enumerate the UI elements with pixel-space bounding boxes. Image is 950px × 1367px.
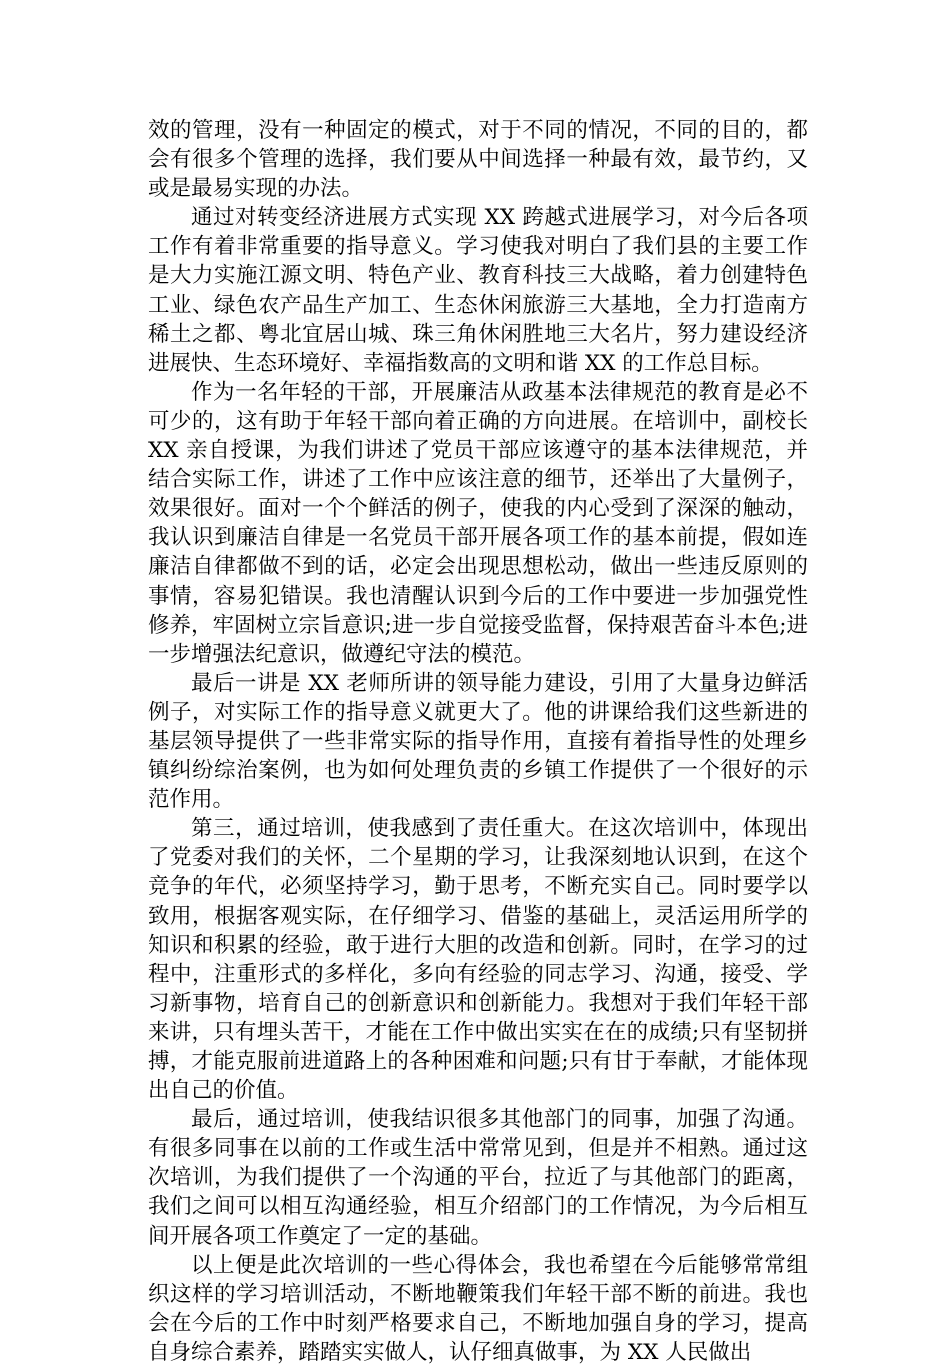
paragraph-colleagues: 最后，通过培训，使我结识很多其他部门的同事，加强了沟通。有很多同事在以前的工作或生活中常常见到，但是并不相熟。通过这次培训，为我们提供了一个沟通的平台，拉近了与其他部门的距离，我们之间可以相互沟通经验，相互介绍部门的工作情况，为今后相互间开展各项工作奠定了一定的基础。 <box>148 1107 808 1249</box>
document-page <box>148 116 808 1367</box>
paragraph-continuation: 效的管理，没有一种固定的模式，对于不同的情况，不同的目的，都会有很多个管理的选择，我们要从中间选择一种最有效，最节约，又或是最易实现的办法。 <box>148 118 808 202</box>
paragraph-conclusion: 以上便是此次培训的一些心得体会，我也希望在今后能够常常组织这样的学习培训活动，不断地鞭策我们年轻干部不断的前进。我也会在今后的工作中时刻严格要求自己，不断地加强自身的学习，提高自身综合素养，踏踏实实做人，认仔细真做事，为 XX 人民做出 <box>148 1252 808 1365</box>
paragraph-economic-development: 通过对转变经济进展方式实现 XX 跨越式进展学习，对今后各项工作有着非常重要的指导意义。学习使我对明白了我们县的主要工作是大力实施江源文明、特色产业、教育科技三大战略，着力创建特色工业、绿色农产品生产加工、生态休闲旅游三大基地，全力打造南方稀土之都、粤北宜居山城、珠三角休闲胜地三大名片，努力建设经济进展快、生态环境好、幸福指数高的文明和谐 XX 的工作总目标。 <box>148 205 808 376</box>
paragraph-integrity-education: 作为一名年轻的干部，开展廉洁从政基本法律规范的教育是必不可少的，这有助于年轻干部向着正确的方向进展。在培训中，副校长 XX 亲自授课，为我们讲述了党员干部应该遵守的基本法律规范，并结合实际工作，讲述了工作中应该注意的细节，还举出了大量例子，效果很好。面对一个个鲜活的例子，使我的内心受到了深深的触动，我认识到廉洁自律是一名党员干部开展各项工作的基本前提，假如连廉洁自律都做不到的话，必定会出现思想松动，做出一些违反原则的事情，容易犯错误。我也清醒认识到今后的工作中要进一步加强党性修养，牢固树立宗旨意识;进一步自觉接受监督，保持艰苦奋斗本色;进一步增强法纪意识，做遵纪守法的模范。 <box>148 379 808 667</box>
paragraph-leadership-lecture: 最后一讲是 XX 老师所讲的领导能力建设，引用了大量身边鲜活例子，对实际工作的指导意义就更大了。他的讲课给我们这些新进的基层领导提供了一些非常实际的指导作用，直接有着指导性的处理乡镇纠纷综治案例，也为如何处理负责的乡镇工作提供了一个很好的示范作用。 <box>148 670 808 813</box>
paragraph-responsibility: 第三，通过培训，使我感到了责任重大。在这次培训中，体现出了党委对我们的关怀，二个星期的学习，让我深刻地认识到，在这个竞争的年代，必须坚持学习，勤于思考，不断充实自己。同时要学以致用，根据客观实际，在仔细学习、借鉴的基础上，灵活运用所学的知识和积累的经验，敢于进行大胆的改造和创新。同时，在学习的过程中，注重形式的多样化，多向有经验的同志学习、沟通，接受、学习新事物，培育自己的创新意识和创新能力。我想对于我们年轻干部来讲，只有埋头苦干，才能在工作中做出实实在在的成绩;只有坚韧拼搏，才能克服前进道路上的各种困难和问题;只有甘于奉献，才能体现出自己的价值。 <box>148 816 808 1104</box>
